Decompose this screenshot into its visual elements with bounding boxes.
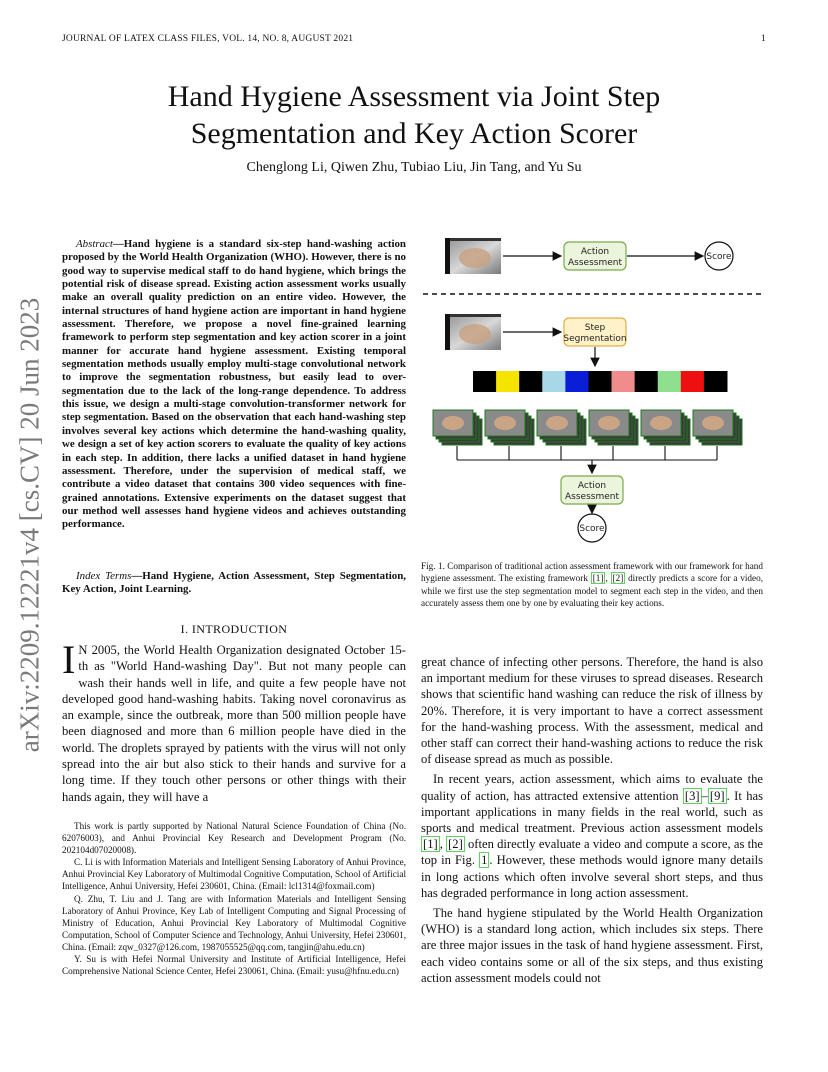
intro-paragraph [62,637,406,805]
abstract-label: Abstract [76,238,113,250]
action-assessment-box-top [564,242,626,270]
citation-link[interactable]: [2] [612,573,624,584]
index-terms-label: Index Terms [76,570,132,582]
journal-name: JOURNAL OF LATEX CLASS FILES, VOL. 14, NO. 8, AUGUST 2021 [62,34,354,44]
paragraph-text: – [701,788,708,803]
step-segmentation-label-2: Segmentation [563,334,627,344]
step-segmentation-label-1: Step [584,323,606,333]
action-assessment-label-1: Action [580,247,610,257]
footnotes [62,820,406,977]
footnote: This work is partly supported by National Natural Science Foundation of China (No. 62076003), and Anhui Provincial Key Research and Development Program (No. 202104d07020008). [62,821,406,856]
footnote: Q. Zhu, T. Liu and J. Tang are with Information Materials and Intelligent Sensing Laboratory of Anhui Province, Key Lab of Intelligent Computing and Signal Processing of Ministry of Education, Anhui Provincial Key Laboratory of Multimodal Cognitive Computation, School of Computer Science and Technology, Anhui University, Hefei 230601, China. (Email: zqw_0327@126.com, 1987055525@qq.com, tangjin@ahu.edu.cn) [62,893,406,952]
paragraph: The hand hygiene stipulated by the World Health Organization (WHO) is a standard long action, which includes six steps. There are three major issues in the task of hand hygiene assessment. First, each video contains some or all of the six steps, and thus existing action assessment models could not [421,906,763,985]
running-header [62,34,766,44]
figure-caption [421,560,763,609]
segment-block [704,371,728,392]
abstract-text: —Hand hygiene is a standard six-step hand-washing action proposed by the World Health Organization (WHO). However, there is no good way to supervise medical staff to do hand hygiene, which brings the potential risk of disease spread. Existing action assessment works usually make an overall quality prediction on an entire video. However, the internal structures of hand hygiene action are important in hand hygiene assessment. Therefore, we propose a novel fine-grained learning framework to perform step segmentation and key action scorer in a joint manner for accurate hand hygiene assessment. Existing temporal segmentation methods usually employ multi-stage convolutional network to improve the segmentation robustness, but easily lead to over-segmentation due to the lack of the long-range dependence. To address this issue, we design a multi-stage convolution-transformer network for step segmentation. Based on the observation that each hand-washing step involves several key actions which determine the hand-washing quality, we design a set of key action scorers to evaluate the quality of key actions in each step. In addition, there lacks a unified dataset in hand hygiene assessment. Therefore, under the supervision of medical staff, we contribute a video dataset that contains 300 video sequences with fine-grained annotations. Extensive experiments on the dataset suggest that our method well assesses hand hygiene videos and achieves outstanding performance. [62,238,406,531]
segment-block [658,371,682,392]
drop-cap: I [62,637,76,682]
paragraph-text: In recent years, action assessment, which aims to evaluate the quality of action, has attracted extensive attention [421,772,763,803]
score-node-top [705,242,733,270]
section-heading: I. INTRODUCTION [180,622,288,636]
title-line-2: Segmentation and Key Action Scorer [190,117,638,150]
segment-block [635,371,659,392]
step-segmentation-box [563,318,626,346]
action-assessment-label-2: Assessment [568,258,622,268]
caption-text: directly predicts a score for a video, while we first use the step segmentation model to segment each step in the video, and then accurately assess them one by one by evaluating their key actions. [421,573,763,608]
caption-text: , [605,573,611,584]
segmentation-bar [473,371,728,392]
action-assessment-label-1: Action [577,481,607,491]
figure-link[interactable]: 1 [481,853,488,868]
video-clip-thumbnail-top [445,238,501,274]
score-label-top: Score [706,252,732,262]
video-clip-thumbnail-bottom [445,314,501,350]
paper-title [62,78,766,152]
index-terms [62,570,406,597]
paragraph: great chance of infecting other persons. Therefore, the hand is also an important medium for these viruses to spread diseases. Research shows that scientific hand washing can reduce the risk of illness by 20%. Therefore, it is very important to have a correct assessment for the hand-washing process. With the assessment, medical and other staff can correct their hand-washing actions to reduce the risk of disease spread as much as possible. [421,655,763,767]
figure-1 [421,230,763,550]
paragraph-text: often directly evaluate a video and compute a score, as the top in Fig. [421,837,763,868]
paragraph-text: . However, these methods would ignore many details in long actions which often involve several short steps, and thus has degraded performance in long action assessment. [421,853,763,900]
citation-link[interactable]: [1] [592,573,604,584]
footnote: Y. Su is with Hefei Normal University and Institute of Artificial Intelligence, Hefei Comprehensive National Science Center, Hefei 230061, China. (Email: yusu@hfnu.edu.cn) [62,954,406,977]
segment-block [588,371,612,392]
segment-block [542,371,566,392]
segment-block [519,371,543,392]
abstract [62,238,406,532]
hands-thumbnail [442,416,464,430]
segment-block [612,371,636,392]
citation-link[interactable]: [9] [709,788,725,803]
score-label-bottom: Score [579,524,605,534]
index-terms-text: —Hand Hygiene, Action Assessment, Step Segmentation, Key Action, Joint Learning. [62,570,407,596]
page-number: 1 [761,34,766,44]
hands-thumbnail [598,416,620,430]
segment-block [681,371,705,392]
step-clip-stacks [433,410,742,445]
right-column-body [421,654,763,990]
intro-text: N 2005, the World Health Organization designated October 15-th as "World Hand-washing Day". But not many people can wash their hands well in life, and quite a few people have not developed good hand-washing habits. Taking novel coronavirus as an example, since the outbreak, more than 500 million people have been diagnosed and more than 6 million people have died in the world. The droplets sprayed by patients with the virus will not only spread into the air but also stick to their hands and survive for a long time. If they touch other persons or other things with their hands again, they will have a [62,643,406,804]
paragraph [421,771,763,901]
hands-thumbnail [494,416,516,430]
action-assessment-box-bottom [561,476,623,504]
citation-link[interactable]: [2] [448,837,463,852]
segment-block [473,371,497,392]
citation-link[interactable]: [1] [423,837,438,852]
segment-block [565,371,589,392]
citation-link[interactable]: [3] [684,788,700,803]
author-list: Chenglong Li, Qiwen Zhu, Tubiao Liu, Jin Tang, and Yu Su [246,160,582,175]
paragraph-text: . It has important applications in many fields in the real world, such as sports and medical treatment. Previous action assessment models [421,788,763,836]
score-node-bottom [578,514,606,542]
title-line-1: Hand Hygiene Assessment via Joint Step [167,80,661,113]
footnote: C. Li is with Information Materials and Intelligent Sensing Laboratory of Anhui Province, Anhui Provincial Key Laboratory of Multimodal Cognitive Computation, School of Artificial Intelligence, Anhui University, Hefei 230601, China. (Email: lcl1314@foxmail.com) [62,857,406,892]
hands-thumbnail [650,416,672,430]
arxiv-stamp [12,290,48,760]
action-assessment-label-2: Assessment [565,492,619,502]
hands-thumbnail [546,416,568,430]
paragraph-text: , [439,837,447,852]
hands-thumbnail [702,416,724,430]
caption-text: Fig. 1. Comparison of traditional action assessment framework with our framework for hand hygiene assessment. The existing framework [421,561,763,584]
arxiv-stamp-text: arXiv:2209.12221v4 [cs.CV] 20 Jun 2023 [14,297,45,753]
segment-block [496,371,520,392]
